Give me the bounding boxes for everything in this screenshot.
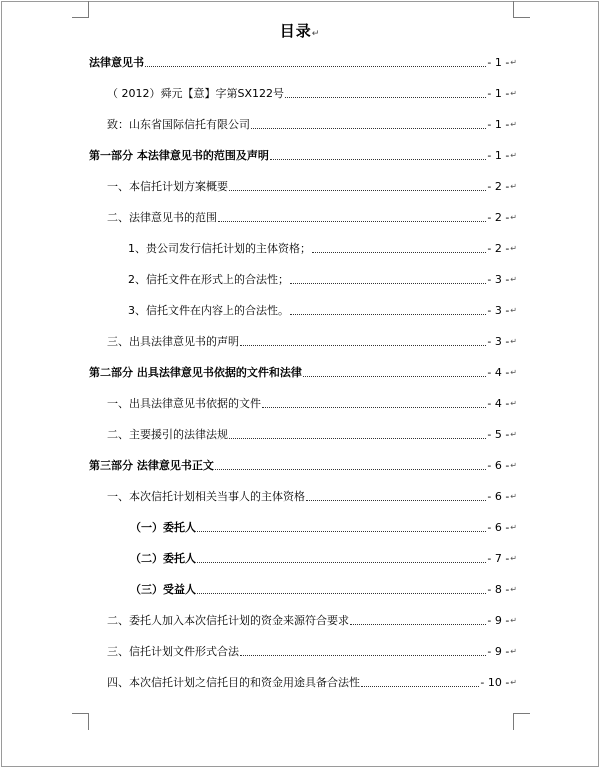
toc-entry-page: - 3 -	[487, 335, 510, 348]
toc-entry[interactable]	[107, 426, 517, 442]
toc-entry[interactable]	[107, 333, 517, 349]
paragraph-mark-icon: ↵	[510, 430, 517, 439]
toc-entry-page: - 6 -	[487, 521, 510, 534]
toc-entry-text: 二、委托人加入本次信托计划的资金来源符合要求	[107, 614, 349, 627]
toc-entry[interactable]	[107, 116, 517, 132]
toc-entry-text: 三、信托计划文件形式合法	[107, 645, 239, 658]
toc-entry[interactable]	[107, 488, 517, 504]
paragraph-mark-icon: ↵	[510, 368, 517, 377]
paragraph-mark-icon: ↵	[510, 244, 517, 253]
dot-leader	[270, 159, 487, 160]
toc-entry[interactable]	[89, 147, 517, 163]
paragraph-mark-icon: ↵	[510, 58, 517, 67]
toc-entry-page: - 6 -	[487, 459, 510, 472]
paragraph-mark-icon: ↵	[510, 182, 517, 191]
paragraph-mark-icon: ↵	[510, 461, 517, 470]
dot-leader	[306, 500, 486, 501]
dot-leader	[218, 221, 486, 222]
paragraph-mark-icon: ↵	[510, 678, 517, 687]
paragraph-mark-icon: ↵	[510, 89, 517, 98]
paragraph-mark-icon: ↵	[510, 399, 517, 408]
toc-entry-text: 一、本次信托计划相关当事人的主体资格	[107, 490, 305, 503]
toc-entry-page: - 2 -	[487, 180, 510, 193]
paragraph-mark-icon: ↵	[510, 120, 517, 129]
toc-entry-text: 二、主要援引的法律法规	[107, 428, 228, 441]
paragraph-mark-icon: ↵	[311, 29, 321, 39]
toc-entry-page: - 3 -	[487, 273, 510, 286]
paragraph-mark-icon: ↵	[510, 151, 517, 160]
toc-entry-page: - 2 -	[487, 242, 510, 255]
paragraph-mark-icon: ↵	[510, 647, 517, 656]
paragraph-mark-icon: ↵	[510, 616, 517, 625]
toc-entry-text: 致：山东省国际信托有限公司	[107, 118, 250, 131]
toc-entry-text: （二）委托人	[130, 552, 196, 565]
toc-entry-page: - 4 -	[487, 397, 510, 410]
dot-leader	[290, 283, 486, 284]
paragraph-mark-icon: ↵	[510, 275, 517, 284]
toc-entry-text: （一）委托人	[130, 521, 196, 534]
toc-entry-page: - 2 -	[487, 211, 510, 224]
toc-entry[interactable]	[89, 54, 517, 70]
dot-leader	[303, 376, 487, 377]
crop-mark-bottom-right	[513, 713, 530, 730]
dot-leader	[229, 190, 486, 191]
toc-entry-text: 1、贵公司发行信托计划的主体资格；	[128, 242, 311, 255]
toc-entry[interactable]	[130, 550, 517, 566]
dot-leader	[215, 469, 487, 470]
crop-mark-top-left	[72, 1, 89, 18]
dot-leader	[361, 686, 479, 687]
paragraph-mark-icon: ↵	[510, 213, 517, 222]
crop-mark-bottom-left	[72, 713, 89, 730]
toc-entry-text: 一、出具法律意见书依据的文件	[107, 397, 261, 410]
toc-entry[interactable]	[89, 364, 517, 380]
toc-entry[interactable]	[107, 395, 517, 411]
toc-entry[interactable]	[107, 178, 517, 194]
toc-entry-page: - 3 -	[487, 304, 510, 317]
toc-entry-page: - 7 -	[487, 552, 510, 565]
toc-entry-text: 法律意见书	[89, 56, 144, 69]
dot-leader	[229, 438, 486, 439]
dot-leader	[285, 97, 486, 98]
toc-entry-page: - 9 -	[487, 614, 510, 627]
paragraph-mark-icon: ↵	[510, 337, 517, 346]
toc-entry-text: （ 2012）舜元【意】字第SX122号	[107, 87, 285, 100]
toc-entry-page: - 5 -	[487, 428, 510, 441]
toc-entry[interactable]	[128, 271, 517, 287]
dot-leader	[290, 314, 486, 315]
dot-leader	[240, 345, 486, 346]
toc-entry[interactable]	[107, 643, 517, 659]
toc-entry-page: - 1 -	[487, 87, 510, 100]
toc-entry-text: 二、法律意见书的范围	[107, 211, 217, 224]
crop-mark-top-right	[513, 1, 530, 18]
paragraph-mark-icon: ↵	[510, 306, 517, 315]
toc-entry-page: - 8 -	[487, 583, 510, 596]
toc-entry[interactable]	[130, 581, 517, 597]
toc-entry-page: - 1 -	[487, 56, 510, 69]
toc-entry-page: - 1 -	[487, 118, 510, 131]
paragraph-mark-icon: ↵	[510, 492, 517, 501]
toc-entry-text: 第一部分 本法律意见书的范围及声明	[89, 149, 269, 162]
toc-entry-text: 第三部分 法律意见书正文	[89, 459, 214, 472]
dot-leader	[197, 562, 486, 563]
toc-entry-text: 三、出具法律意见书的声明	[107, 335, 239, 348]
toc-entry[interactable]	[128, 302, 517, 318]
dot-leader	[312, 252, 486, 253]
toc-entry-text: （三）受益人	[130, 583, 196, 596]
toc-entry-page: - 10 -	[480, 676, 510, 689]
toc-entry-page: - 6 -	[487, 490, 510, 503]
toc-entry-text: 第二部分 出具法律意见书依据的文件和法律	[89, 366, 302, 379]
dot-leader	[145, 66, 486, 67]
dot-leader	[197, 531, 486, 532]
toc-entry-page: - 9 -	[487, 645, 510, 658]
toc-title-text: 目录	[279, 22, 312, 40]
toc-title	[0, 20, 600, 41]
paragraph-mark-icon: ↵	[510, 523, 517, 532]
toc-entry[interactable]	[107, 85, 517, 101]
toc-entry[interactable]	[107, 674, 517, 690]
toc-entry-page: - 1 -	[487, 149, 510, 162]
toc-entry[interactable]	[128, 240, 517, 256]
paragraph-mark-icon: ↵	[510, 585, 517, 594]
toc-entry-text: 四、本次信托计划之信托目的和资金用途具备合法性	[107, 676, 360, 689]
dot-leader	[262, 407, 486, 408]
dot-leader	[251, 128, 486, 129]
toc-entry-text: 3、信托文件在内容上的合法性。	[128, 304, 289, 317]
toc-entry-page: - 4 -	[487, 366, 510, 379]
dot-leader	[350, 624, 486, 625]
toc-entry[interactable]	[107, 612, 517, 628]
paragraph-mark-icon: ↵	[510, 554, 517, 563]
toc-entry[interactable]	[130, 519, 517, 535]
toc-entry-text: 一、本信托计划方案概要	[107, 180, 228, 193]
toc-entry-text: 2、信托文件在形式上的合法性；	[128, 273, 289, 286]
dot-leader	[197, 593, 486, 594]
toc-entry[interactable]	[107, 209, 517, 225]
toc-entry[interactable]	[89, 457, 517, 473]
dot-leader	[240, 655, 486, 656]
